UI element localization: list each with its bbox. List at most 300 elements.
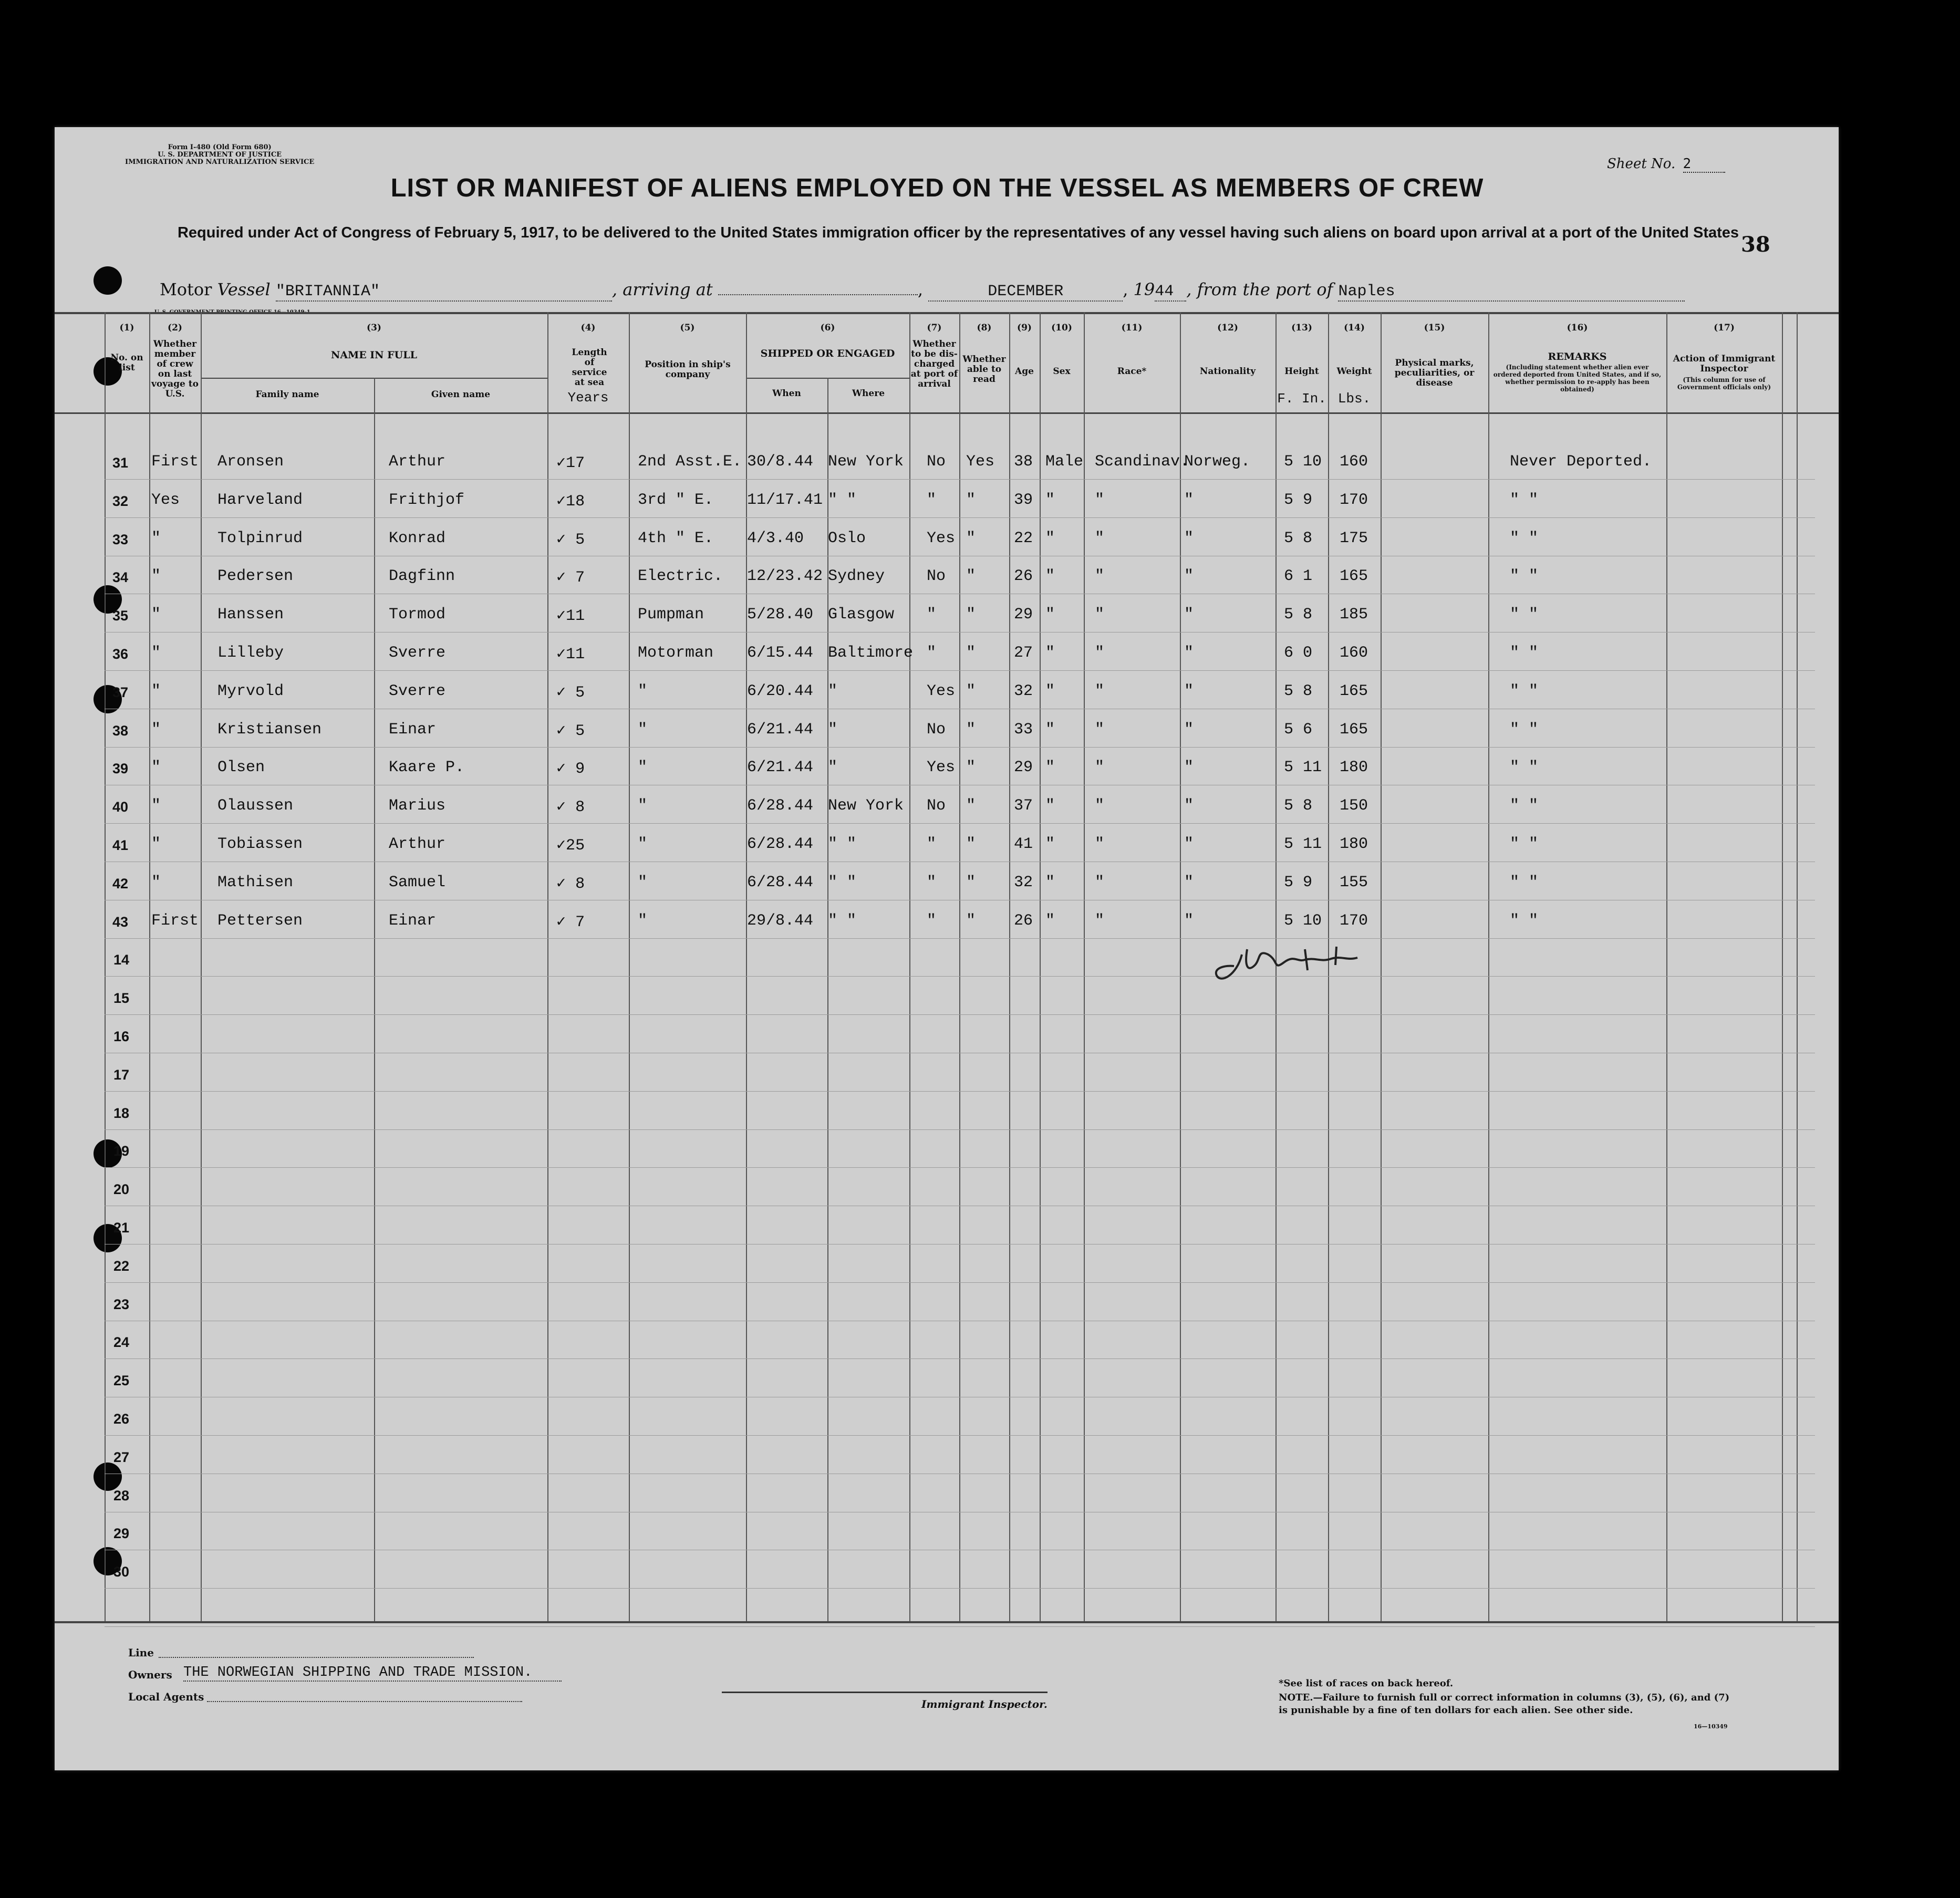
cell-nat: "	[1184, 682, 1194, 700]
cell-no: 33	[112, 531, 129, 547]
cell-disch: No	[927, 453, 946, 471]
col-num: (1)	[119, 323, 134, 333]
cell-wt: 150	[1340, 797, 1368, 815]
cell-wt: 180	[1340, 759, 1368, 777]
cell-age: 22	[1014, 529, 1033, 547]
row-number: 24	[113, 1334, 130, 1351]
col-num: (11)	[1121, 323, 1143, 333]
cell-family: Harveland	[217, 491, 303, 509]
cell-position: Electric.	[638, 567, 723, 586]
cell-sex: "	[1045, 873, 1055, 891]
row-rule	[105, 1626, 1815, 1627]
cell-years: ✓ 9	[556, 760, 585, 779]
footer-inspector-label: Immigrant Inspector.	[921, 1698, 1048, 1710]
cell-ht: 5 8	[1284, 797, 1313, 815]
cell-family: Kristiansen	[217, 720, 322, 739]
col-num: (3)	[367, 323, 381, 333]
row-number: 20	[113, 1181, 130, 1198]
cell-ht: 5 9	[1284, 491, 1313, 509]
cell-sex: "	[1045, 797, 1055, 815]
row-number: 19	[113, 1143, 130, 1159]
footer-print-code: 16—10349	[1694, 1723, 1728, 1730]
cell-race: "	[1095, 682, 1105, 700]
column-rule	[827, 378, 828, 1621]
header-height: Height	[1284, 366, 1319, 377]
cell-where: " "	[828, 491, 857, 509]
cell-wt: 165	[1340, 720, 1368, 739]
column-rule	[1009, 312, 1010, 1621]
cell-age: 32	[1014, 873, 1033, 891]
cell-crew: "	[151, 873, 161, 891]
margin-number: 38	[1741, 232, 1770, 257]
cell-remarks: " "	[1510, 644, 1539, 662]
cell-family: Olaussen	[217, 797, 294, 815]
header-height-unit: F. In.	[1277, 391, 1326, 407]
cell-wt: 175	[1340, 529, 1368, 547]
cell-race: "	[1095, 759, 1105, 777]
cell-nat: "	[1184, 797, 1194, 815]
cell-position: "	[638, 720, 648, 739]
cell-where: Sydney	[828, 567, 885, 586]
footer-line-field	[159, 1657, 474, 1658]
header-weight-unit: Lbs.	[1337, 391, 1371, 407]
row-rule	[105, 1282, 1815, 1283]
row-rule	[105, 1129, 1815, 1130]
footer-race-note: *See list of races on back hereof.	[1279, 1678, 1454, 1689]
cell-read: "	[966, 835, 976, 853]
row-rule	[105, 479, 1815, 480]
cell-wt: 165	[1340, 682, 1368, 700]
cell-nat: "	[1184, 759, 1194, 777]
cell-wt: 180	[1340, 835, 1368, 853]
cell-given: Kaare P.	[389, 759, 465, 777]
cell-crew: "	[151, 682, 161, 700]
column-rule	[1040, 312, 1041, 1621]
cell-age: 29	[1014, 759, 1033, 777]
cell-ht: 5 10	[1284, 911, 1322, 930]
cell-when: 4/3.40	[747, 529, 804, 547]
header-sex: Sex	[1053, 366, 1071, 377]
cell-sex: "	[1045, 720, 1055, 739]
cell-disch: No	[927, 567, 946, 586]
cell-years: ✓ 8	[556, 798, 585, 817]
cell-read: "	[966, 720, 976, 739]
cell-nat: "	[1184, 606, 1194, 624]
cell-where: "	[828, 682, 838, 700]
row-number: 16	[113, 1029, 130, 1044]
row-rule	[105, 1588, 1815, 1589]
cell-where: Glasgow	[828, 606, 895, 624]
footer-owners-label: Owners	[128, 1668, 172, 1681]
row-number: 15	[113, 990, 130, 1007]
column-rule	[1797, 312, 1798, 1621]
cell-nat: "	[1184, 567, 1194, 586]
row-number: 17	[113, 1066, 130, 1083]
cell-remarks: " "	[1510, 720, 1539, 739]
header-no-on-list: No. on list	[110, 352, 143, 373]
cell-position: "	[638, 835, 648, 853]
vessel-name: "BRITANNIA"	[276, 283, 612, 302]
cell-disch: "	[927, 911, 937, 930]
column-rule	[201, 312, 202, 1621]
cell-no: 32	[112, 493, 129, 509]
cell-sex: "	[1045, 759, 1055, 777]
row-number: 27	[113, 1449, 130, 1465]
cell-age: 26	[1014, 567, 1033, 586]
cell-disch: Yes	[927, 759, 956, 777]
sheet-number	[1607, 156, 1725, 173]
cell-disch: "	[927, 835, 937, 853]
cell-sex: "	[1045, 835, 1055, 853]
cell-crew: First	[151, 453, 199, 471]
cell-ht: 5 6	[1284, 720, 1313, 739]
row-rule	[105, 823, 1815, 824]
cell-disch: Yes	[927, 682, 956, 700]
cell-position: 4th " E.	[638, 529, 714, 547]
cell-age: 26	[1014, 911, 1033, 930]
cell-given: Einar	[389, 720, 437, 739]
departure-port: Naples	[1338, 283, 1685, 302]
col-num: (9)	[1017, 323, 1032, 333]
cell-position: "	[638, 682, 648, 700]
cell-position: 3rd " E.	[638, 491, 714, 509]
col-num: (16)	[1567, 323, 1588, 333]
cell-where: " "	[828, 911, 857, 930]
cell-race: "	[1095, 911, 1105, 930]
row-rule	[105, 976, 1815, 977]
cell-position: Motorman	[638, 644, 714, 662]
cell-no: 42	[112, 875, 129, 891]
cell-family: Mathisen	[217, 873, 294, 891]
row-number: 18	[113, 1105, 130, 1121]
arriving-at	[718, 294, 918, 295]
cell-age: 27	[1014, 644, 1033, 662]
vessel-line: Motor Vessel "BRITANNIA" , arriving at , DECEMBER , 1944 , from the port of Naples	[160, 279, 1685, 302]
sheet-number-value: 2	[1683, 156, 1725, 173]
row-number: 25	[113, 1373, 130, 1389]
cell-when: 6/20.44	[747, 682, 814, 700]
col-num: (10)	[1051, 323, 1072, 333]
footer-agents-label: Local Agents	[128, 1690, 204, 1703]
page-subtitle: Required under Act of Congress of February 5, 1917, to be delivered to the United States immigration officer by the representatives of any vessel having such aliens on board upon arrival at a port of the United States	[177, 224, 1739, 241]
header-last-voyage: Whether member of crew on last voyage to U.S.	[151, 339, 199, 399]
cell-read: "	[966, 797, 976, 815]
cell-disch: "	[927, 644, 937, 662]
row-rule	[105, 1435, 1815, 1436]
column-rule	[105, 312, 106, 1621]
cell-race: "	[1095, 835, 1105, 853]
cell-remarks: " "	[1510, 682, 1539, 700]
cell-where: " "	[828, 835, 857, 853]
cell-sex: "	[1045, 529, 1055, 547]
row-number: 23	[113, 1296, 130, 1312]
header-when: When	[772, 388, 801, 399]
cell-read: "	[966, 567, 976, 586]
column-rule	[1488, 312, 1489, 1621]
manifest-sheet	[55, 127, 1839, 1770]
cell-read: "	[966, 491, 976, 509]
header-length-of-service: Length of service at sea	[572, 347, 607, 388]
cell-disch: "	[927, 491, 937, 509]
cell-no: 36	[112, 646, 129, 662]
cell-given: Dagfinn	[389, 567, 455, 586]
cell-given: Tormod	[389, 606, 446, 624]
row-rule	[105, 747, 1815, 748]
column-rule	[909, 312, 910, 1621]
form-id-line: U. S. DEPARTMENT OF JUSTICE	[158, 151, 282, 159]
cell-read: "	[966, 911, 976, 930]
cell-disch: "	[927, 873, 937, 891]
column-rule	[959, 312, 960, 1621]
punch-hole	[94, 1463, 122, 1491]
cell-when: 5/28.40	[747, 606, 814, 624]
cell-remarks: Never Deported.	[1510, 453, 1652, 471]
cell-when: 6/28.44	[747, 797, 814, 815]
row-rule	[105, 1091, 1815, 1092]
cell-age: 41	[1014, 835, 1033, 853]
cell-family: Pedersen	[217, 567, 294, 586]
cell-where: New York	[828, 453, 904, 471]
col-num: (17)	[1714, 323, 1735, 333]
cell-family: Aronsen	[217, 453, 284, 471]
cell-when: 6/28.44	[747, 835, 814, 853]
vessel-type: Motor	[160, 279, 212, 299]
cell-read: "	[966, 873, 976, 891]
row-number: 22	[113, 1258, 130, 1274]
cell-position: "	[638, 873, 648, 891]
cell-position: "	[638, 797, 648, 815]
cell-read: "	[966, 606, 976, 624]
row-rule	[105, 670, 1815, 671]
cell-read: "	[966, 644, 976, 662]
cell-ht: 6 1	[1284, 567, 1313, 586]
header-remarks-note: (Including statement whether alien ever ordered deported from United States, and if so, whether permission to re-apply has been obtained)	[1493, 364, 1662, 393]
cell-given: Marius	[389, 797, 446, 815]
cell-ht: 6 0	[1284, 644, 1313, 662]
footer-penalty-note: NOTE.—Failure to furnish full or correct information in columns (3), (5), (6), and (7) is punishable by a fine of ten dollars for each alien. See other side.	[1279, 1692, 1730, 1716]
year-prefix: 19	[1133, 279, 1155, 299]
row-rule	[105, 1167, 1815, 1168]
header-family-name: Family name	[255, 389, 319, 400]
header-remarks: REMARKS	[1548, 351, 1607, 362]
cell-nat: "	[1184, 644, 1194, 662]
vessel-label: Vessel	[217, 279, 271, 299]
cell-read: Yes	[966, 453, 995, 471]
cell-race: "	[1095, 720, 1105, 739]
cell-family: Tobiassen	[217, 835, 303, 853]
row-number: 14	[113, 952, 130, 968]
col-num: (4)	[580, 323, 596, 333]
cell-years: ✓ 7	[556, 913, 585, 931]
cell-years: ✓ 5	[556, 531, 585, 549]
column-rule	[547, 312, 548, 1621]
cell-family: Olsen	[217, 759, 265, 777]
cell-position: "	[638, 911, 648, 930]
row-rule	[105, 1014, 1815, 1015]
cell-read: "	[966, 759, 976, 777]
cell-nat: "	[1184, 529, 1194, 547]
cell-position: "	[638, 759, 648, 777]
cell-nat: "	[1184, 873, 1194, 891]
cell-no: 37	[112, 684, 129, 700]
cell-disch: No	[927, 797, 946, 815]
table-top-rule	[55, 312, 1839, 314]
inspector-signature	[1210, 934, 1463, 991]
cell-disch: Yes	[927, 529, 956, 547]
cell-years: ✓ 5	[556, 722, 585, 740]
cell-crew: "	[151, 606, 161, 624]
from-label: , from the port of	[1186, 279, 1333, 299]
cell-race: "	[1095, 873, 1105, 891]
sheet-number-label: Sheet No.	[1607, 156, 1676, 172]
cell-given: Arthur	[389, 835, 446, 853]
cell-ht: 5 11	[1284, 835, 1322, 853]
cell-where: "	[828, 720, 838, 739]
cell-where: " "	[828, 873, 857, 891]
cell-remarks: " "	[1510, 911, 1539, 930]
cell-crew: "	[151, 835, 161, 853]
cell-where: New York	[828, 797, 904, 815]
cell-family: Myrvold	[217, 682, 284, 700]
cell-years: ✓18	[556, 492, 585, 511]
cell-disch: "	[927, 606, 937, 624]
row-number: 26	[113, 1411, 130, 1427]
cell-ht: 5 8	[1284, 682, 1313, 700]
header-race: Race*	[1117, 366, 1147, 377]
cell-position: Pumpman	[638, 606, 704, 624]
cell-when: 6/21.44	[747, 720, 814, 739]
cell-years: ✓ 5	[556, 683, 585, 702]
cell-years: ✓ 8	[556, 875, 585, 893]
row-number: 29	[113, 1526, 130, 1542]
cell-no: 40	[112, 799, 129, 815]
header-weight: Weight	[1336, 366, 1372, 377]
column-rule	[1084, 312, 1085, 1621]
cell-given: Einar	[389, 911, 437, 930]
cell-age: 33	[1014, 720, 1033, 739]
cell-crew: "	[151, 529, 161, 547]
column-rule	[149, 312, 150, 1621]
cell-where: Baltimore	[828, 644, 914, 662]
arriving-label: , arriving at	[611, 279, 713, 299]
footer-line-label: Line	[128, 1646, 154, 1659]
cell-remarks: " "	[1510, 759, 1539, 777]
cell-sex: Male	[1045, 453, 1084, 471]
column-rule	[1666, 312, 1667, 1621]
cell-where: "	[828, 759, 838, 777]
cell-years: ✓11	[556, 607, 585, 626]
col-num: (13)	[1291, 323, 1312, 333]
cell-nat: "	[1184, 491, 1194, 509]
header-bottom-rule	[55, 412, 1839, 414]
cell-remarks: " "	[1510, 835, 1539, 853]
row-rule	[105, 517, 1815, 518]
header-shipped-engaged: SHIPPED OR ENGAGED	[760, 348, 895, 359]
punch-hole	[94, 266, 122, 295]
header-nationality: Nationality	[1199, 366, 1256, 377]
cell-crew: "	[151, 720, 161, 739]
cell-age: 29	[1014, 606, 1033, 624]
cell-sex: "	[1045, 682, 1055, 700]
col-num: (6)	[820, 323, 835, 333]
cell-remarks: " "	[1510, 529, 1539, 547]
cell-race: "	[1095, 644, 1105, 662]
header-where: Where	[852, 388, 885, 399]
row-number: 30	[113, 1564, 130, 1580]
cell-race: "	[1095, 491, 1105, 509]
header-age: Age	[1015, 366, 1034, 377]
cell-race: "	[1095, 529, 1105, 547]
cell-no: 35	[112, 608, 129, 624]
cell-wt: 185	[1340, 606, 1368, 624]
cell-when: 11/17.41	[747, 491, 823, 509]
form-id-block	[125, 144, 314, 166]
cell-wt: 160	[1340, 453, 1368, 471]
cell-sex: "	[1045, 491, 1055, 509]
header-years-unit: Years	[567, 390, 609, 406]
header-physical-marks: Physical marks, peculiarities, or disease	[1394, 358, 1475, 388]
cell-crew: "	[151, 644, 161, 662]
cell-years: ✓11	[556, 646, 585, 663]
cell-sex: "	[1045, 606, 1055, 624]
cell-crew: "	[151, 567, 161, 586]
cell-age: 37	[1014, 797, 1033, 815]
cell-remarks: " "	[1510, 797, 1539, 815]
cell-wt: 155	[1340, 873, 1368, 891]
cell-years: ✓25	[556, 837, 585, 855]
row-rule	[105, 1358, 1815, 1359]
header-inspector-action: Action of Immigrant Inspector	[1673, 354, 1776, 374]
cell-family: Lilleby	[217, 644, 284, 662]
cell-age: 38	[1014, 453, 1033, 471]
cell-wt: 165	[1340, 567, 1368, 586]
cell-ht: 5 8	[1284, 529, 1313, 547]
col-num: (12)	[1217, 323, 1238, 333]
cell-when: 29/8.44	[747, 911, 814, 930]
header-position: Position in ship's company	[645, 359, 731, 380]
cell-no: 39	[112, 761, 129, 777]
cell-family: Pettersen	[217, 911, 303, 930]
row-rule	[105, 938, 1815, 939]
cell-no: 41	[112, 837, 129, 853]
column-rule	[1782, 312, 1783, 1621]
cell-where: Oslo	[828, 529, 866, 547]
col-num: (8)	[977, 323, 992, 333]
cell-wt: 170	[1340, 491, 1368, 509]
arrival-month: DECEMBER	[928, 283, 1123, 302]
col-num: (5)	[680, 323, 695, 333]
cell-given: Frithjof	[389, 491, 465, 509]
cell-race: Scandinav.	[1095, 453, 1190, 471]
cell-sex: "	[1045, 567, 1055, 586]
cell-wt: 160	[1340, 644, 1368, 662]
col-num: (7)	[927, 323, 942, 333]
cell-when: 6/21.44	[747, 759, 814, 777]
cell-years: ✓ 7	[556, 569, 585, 587]
column-rule	[374, 378, 375, 1621]
cell-remarks: " "	[1510, 606, 1539, 624]
cell-given: Samuel	[389, 873, 446, 891]
cell-given: Konrad	[389, 529, 446, 547]
table-bottom-rule	[55, 1621, 1839, 1623]
form-id-line: IMMIGRATION AND NATURALIZATION SERVICE	[125, 158, 315, 166]
col-num: (15)	[1424, 323, 1445, 333]
cell-sex: "	[1045, 911, 1055, 930]
cell-ht: 5 10	[1284, 453, 1322, 471]
cell-nat: "	[1184, 911, 1194, 930]
form-id-line: Form I-480 (Old Form 680)	[168, 143, 272, 151]
cell-read: "	[966, 529, 976, 547]
